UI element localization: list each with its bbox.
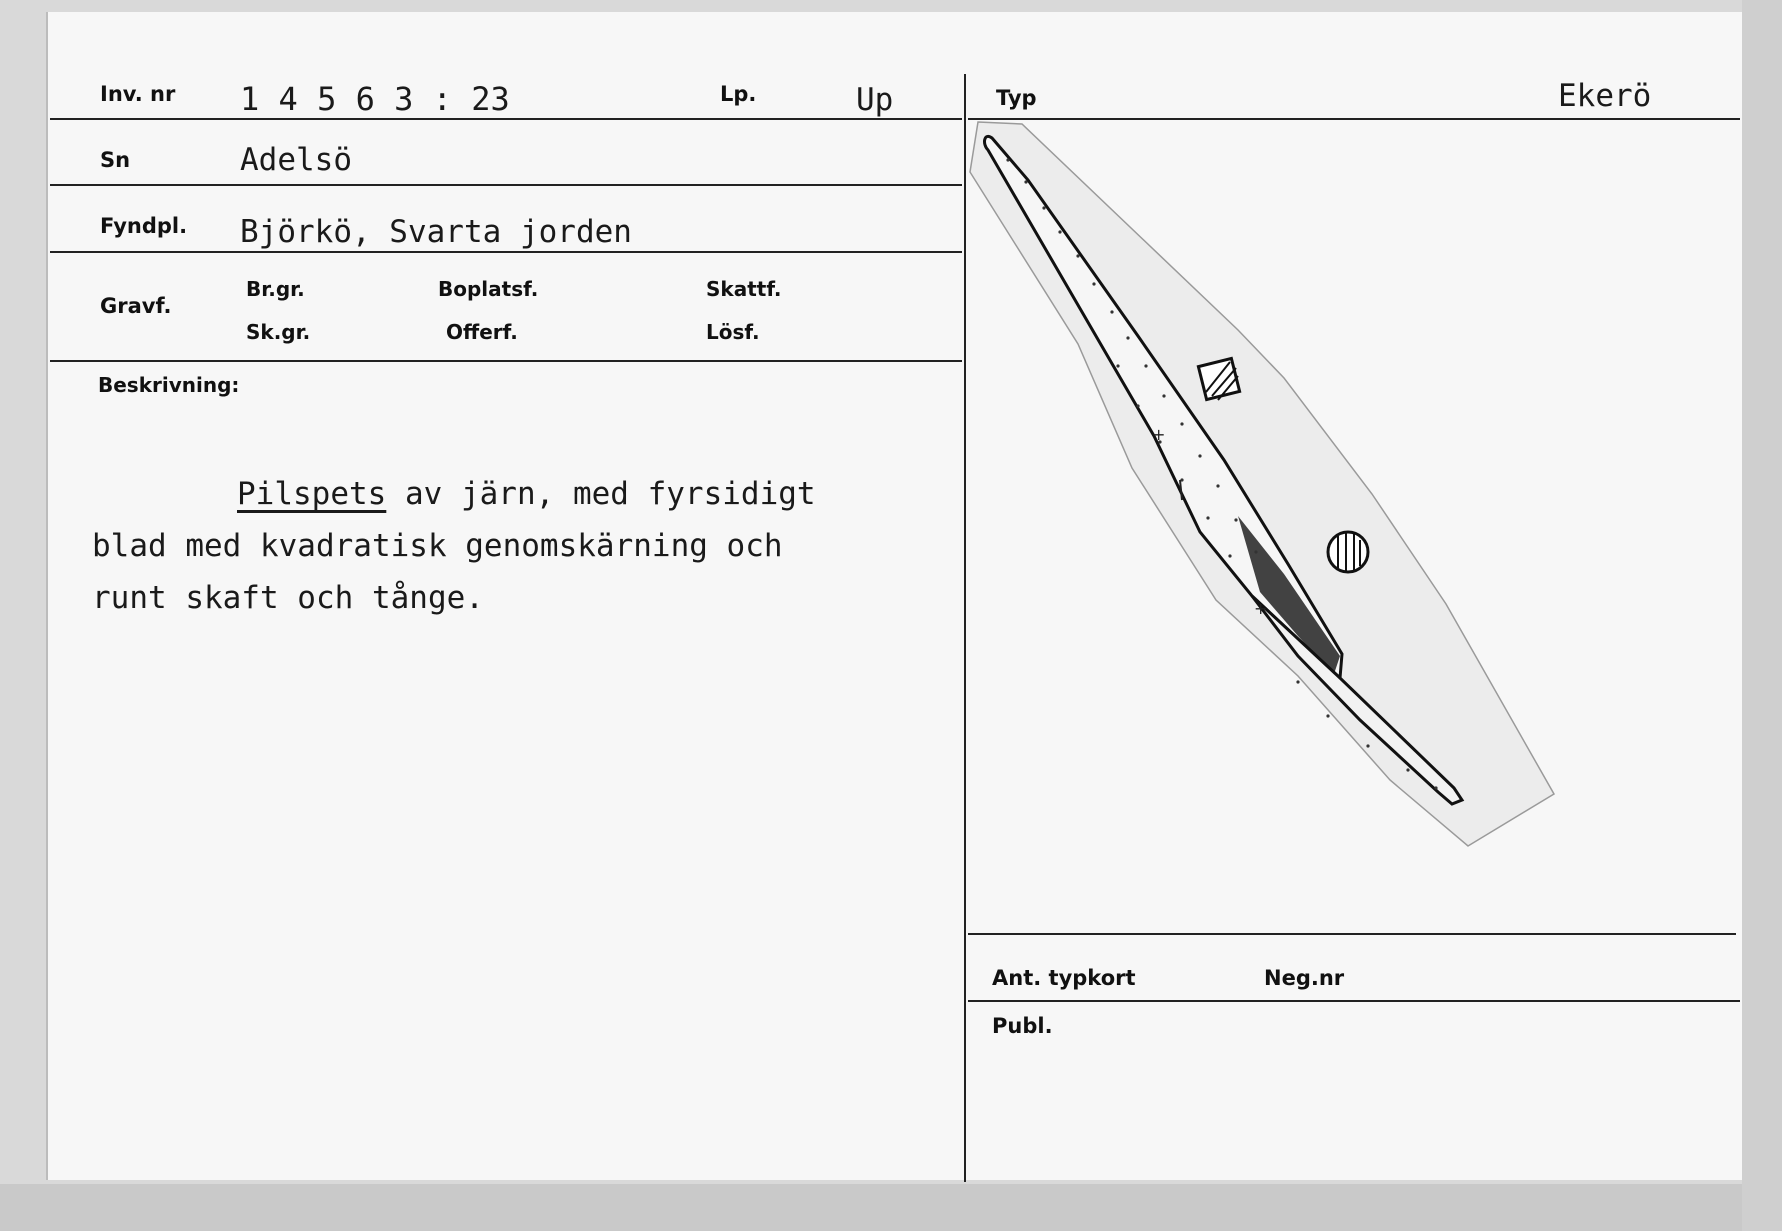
description-keyword: Pilspets <box>237 476 387 512</box>
round-section-icon <box>1328 532 1368 572</box>
typ-value: Ekerö <box>1558 78 1652 114</box>
description-line-3: runt skaft och tånge. <box>92 580 484 616</box>
svg-text:+: + <box>1254 599 1268 618</box>
ant-typkort-label: Ant. typkort <box>992 966 1136 990</box>
inv-nr-value: 1 4 5 6 3 : 23 <box>240 80 510 118</box>
sk-gr-label: Sk.gr. <box>246 320 311 344</box>
description-text <box>92 468 932 624</box>
description-line-2: blad med kvadratisk genomskärning och <box>92 528 783 564</box>
inv-nr-label: Inv. nr <box>100 82 176 106</box>
fyndpl-value: Björkö, Svarta jorden <box>240 214 632 250</box>
svg-text:+: + <box>1152 425 1166 444</box>
scan-bottom-edge <box>0 1184 1782 1231</box>
boplatsf-label: Boplatsf. <box>438 277 539 301</box>
br-gr-label: Br.gr. <box>246 277 305 301</box>
gravf-label: Gravf. <box>100 294 172 318</box>
scan-right-edge <box>1742 0 1782 1231</box>
square-section-icon <box>1198 358 1239 400</box>
lp-value: Up <box>856 82 894 118</box>
sn-label: Sn <box>100 148 131 172</box>
description-line-1 <box>92 468 932 520</box>
rule-ant-typkort-top <box>968 933 1736 935</box>
neg-nr-label: Neg.nr <box>1264 966 1345 990</box>
beskrivning-label: Beskrivning: <box>98 373 240 397</box>
rule-inv <box>50 118 962 120</box>
rule-sn <box>50 184 962 186</box>
rule-publ-top <box>968 1000 1740 1002</box>
skattf-label: Skattf. <box>706 277 782 301</box>
lp-label: Lp. <box>720 82 757 106</box>
description-line-1-rest: av järn, med fyrsidigt <box>386 476 816 512</box>
rule-gravf <box>50 360 962 362</box>
offerf-label: Offerf. <box>446 320 518 344</box>
arrowhead-drawing <box>968 116 1560 856</box>
column-divider <box>964 74 966 1182</box>
sn-value: Adelsö <box>240 142 352 178</box>
typ-label: Typ <box>996 86 1037 110</box>
fyndpl-label: Fyndpl. <box>100 214 188 238</box>
rule-fyndpl <box>50 251 962 253</box>
losf-label: Lösf. <box>706 320 760 344</box>
publ-label: Publ. <box>992 1014 1053 1038</box>
